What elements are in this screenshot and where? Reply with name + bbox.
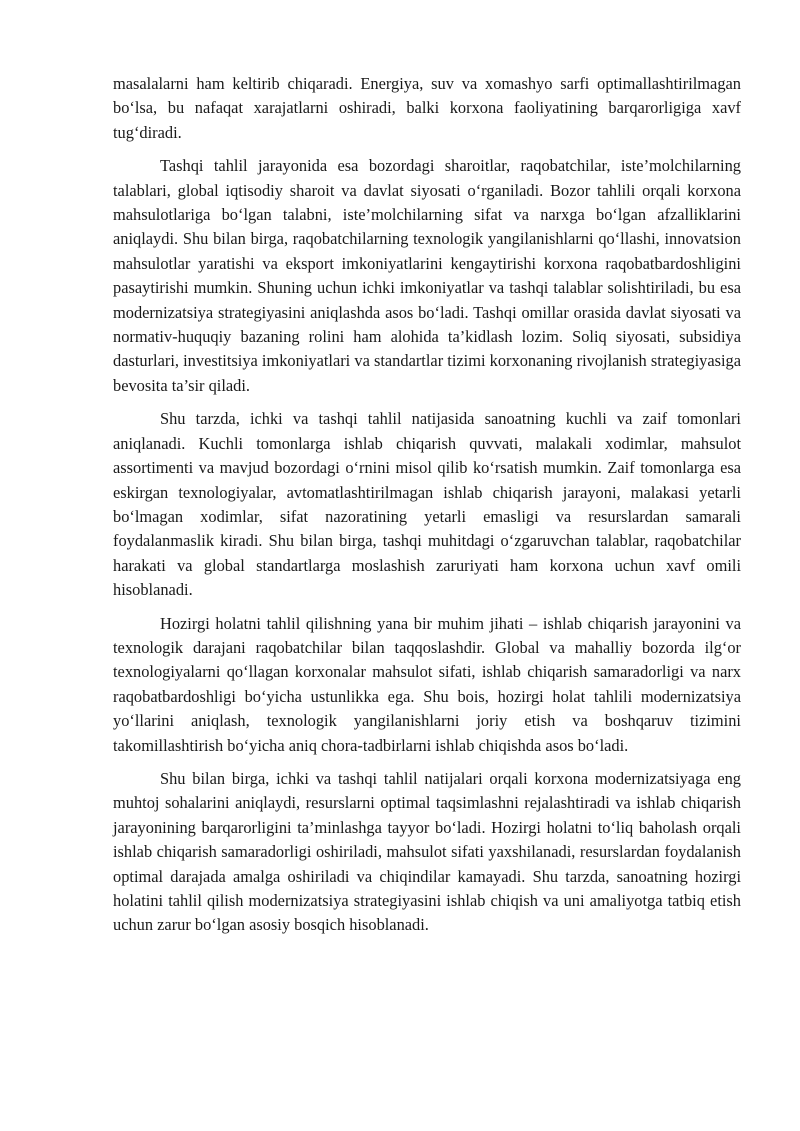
paragraph-benchmarking: Hozirgi holatni tahlil qilishning yana bir muhim jihati – ishlab chiqarish jarayonini va texnologik darajani raqobatchilar bilan taqqoslashdir. Global va mahalliy bozorda ilg‘or texnologiyalarni qo‘llagan korxonalar mahsulot sifati, ishlab chiqarish samaradorligi va narx raqobatbardoshligi bo‘yicha ustunlikka ega. Shu bois, hozirgi holat tahlili modernizatsiya yo‘llarini aniqlash, texnologik yangilanishlarni joriy etish va boshqaruv tizimini takomillashtirish bo‘yicha aniq chora-tadbirlarni ishlab chiqishda asos bo‘ladi. — [113, 613, 741, 755]
paragraph-strengths-weaknesses: Shu tarzda, ichki va tashqi tahlil natijasida sanoatning kuchli va zaif tomonlari aniqlanadi. Kuchli tomonlarga ishlab chiqarish quvvati, malakali xodimlar, mahsulot assortimenti va mavjud bozordagi o‘rnini misol qilib ko‘rsatish mumkin. Zaif tomonlarga esa eskirgan texnologiyalar, avtomatlashtirilmagan ishlab chiqarish jarayoni, malakasi yetarli bo‘lmagan xodimlar, sifat nazoratining yetarli emasligi va resurslardan samarali foydalanmaslik kiradi. Shu bilan birga, tashqi muhitdagi o‘zgaruvchan talablar, raqobatchilar harakati va global standartlarga moslashish zaruriyati ham korxona uchun xavf omili hisoblanadi. — [113, 409, 741, 600]
paragraph-external-analysis: Tashqi tahlil jarayonida esa bozordagi sharoitlar, raqobatchilar, iste’molchilarning talablari, global iqtisodiy sharoit va davlat siyosati o‘rganiladi. Bozor tahlili orqali korxona mahsulotlariga bo‘lgan talabni, iste’molchilarning sifat va narxga bo‘lgan afzalliklarini aniqlaydi. Shu bilan birga, raqobatchilarning texnologik yangilanishlarni qo‘llashi, innovatsion mahsulotlar yaratishi va eksport imkoniyatlarini kengaytirishi korxona raqobatbardoshligini pasaytirishi mumkin. Shuning uchun ichki imkoniyatlar va tashqi talablar solishtiriladi, bu esa modernizatsiya strategiyasini aniqlashda asos bo‘ladi. Tashqi omillar orasida davlat siyosati va normativ-huquqiy bazaning rolini ham alohida ta’kidlash lozim. Soliq siyosati, subsidiya dasturlari, investitsiya imkoniyatlari va standartlar tizimi korxonaning rivojlanish strategiyasiga bevosita ta’sir qiladi. — [113, 156, 741, 395]
paragraph-continuation: masalalarni ham keltirib chiqaradi. Energiya, suv va xomashyo sarfi optimallashtirilmagan bo‘lsa, bu nafaqat xarajatlarni oshiradi, balki korxona faoliyatining barqarorligiga xavf tug‘diradi. — [113, 74, 741, 142]
document-page — [113, 72, 741, 947]
paragraph-conclusion: Shu bilan birga, ichki va tashqi tahlil natijalari orqali korxona modernizatsiyaga eng muhtoj sohalarini aniqlaydi, resurslarni optimal taqsimlashni rejalashtiradi va ishlab chiqarish jarayonining barqarorligini ta’minlashga tayyor bo‘ladi. Hozirgi holatni to‘liq baholash orqali ishlab chiqarish samaradorligi oshiriladi, mahsulot sifati yaxshilanadi, resurslardan foydalanish optimal darajada amalga oshiriladi va chiqindilar kamayadi. Shu tarzda, sanoatning hozirgi holatini tahlil qilish modernizatsiya strategiyasini ishlab chiqish va uni amaliyotga tatbiq etish uchun zarur bo‘lgan asosiy bosqich hisoblanadi. — [113, 768, 741, 935]
